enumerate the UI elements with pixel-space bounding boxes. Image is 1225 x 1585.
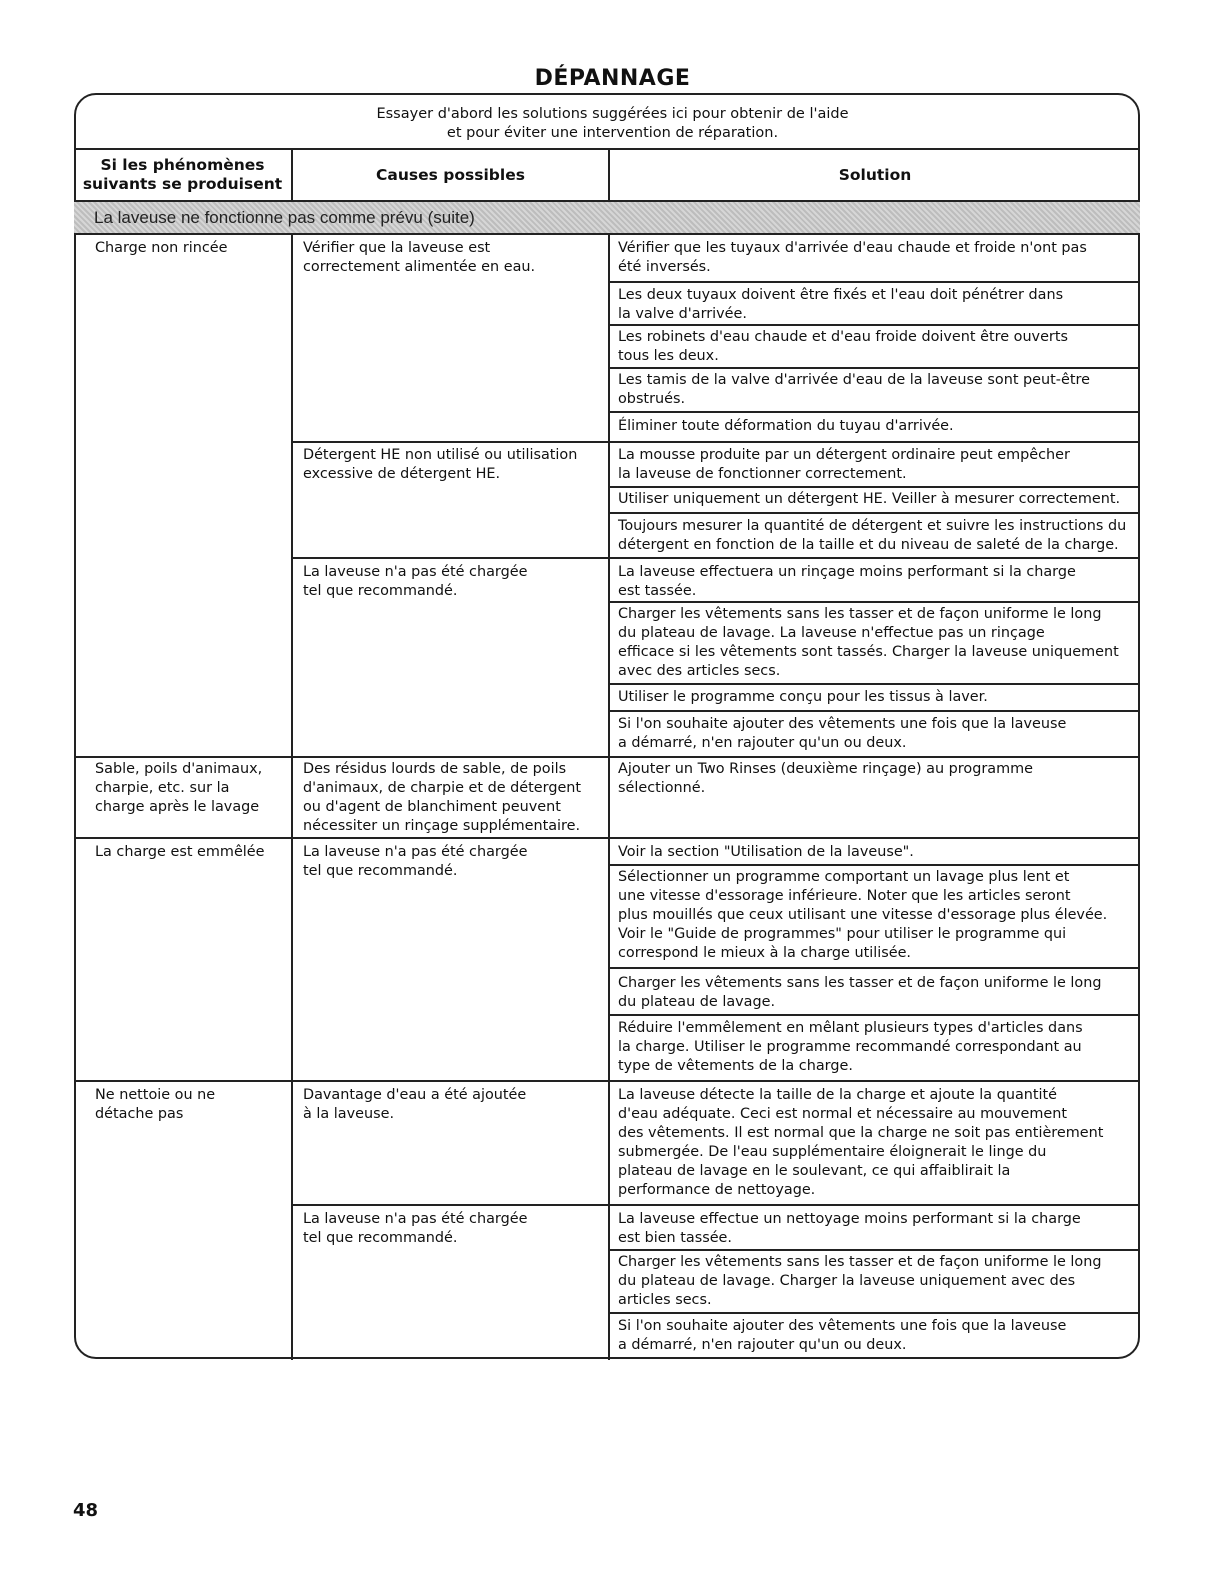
solution-rule <box>610 1312 1140 1314</box>
cause-line: nécessiter un rinçage supplémentaire. <box>303 818 581 834</box>
solution-cell <box>610 490 1140 509</box>
symptom-line: Charge non rincée <box>95 240 228 256</box>
solution-line: obstrués. <box>618 391 686 407</box>
cause-line: La laveuse n'a pas été chargée <box>303 1211 528 1227</box>
solution-rule <box>610 281 1140 283</box>
solution-line: Vérifier que les tuyaux d'arrivée d'eau chaude et froide n'ont pas <box>618 240 1087 256</box>
solution-cell <box>610 868 1140 963</box>
solution-line: La mousse produite par un détergent ordinaire peut empêcher <box>618 447 1070 463</box>
solution-cell <box>610 1253 1140 1310</box>
symptom-cell <box>95 239 228 258</box>
solution-line: plus mouillés que ceux utilisant une vitesse d'essorage plus élevée. <box>618 907 1108 923</box>
solution-line: type de vêtements de la charge. <box>618 1058 853 1074</box>
solution-line: Voir le "Guide de programmes" pour utiliser le programme qui <box>618 926 1067 942</box>
solution-cell <box>610 1086 1140 1200</box>
solution-line: La laveuse effectue un nettoyage moins performant si la charge <box>618 1211 1081 1227</box>
solution-line: tous les deux. <box>618 348 719 364</box>
solution-line: Les tamis de la valve d'arrivée d'eau de la laveuse sont peut-être <box>618 372 1090 388</box>
symptom-cell <box>95 843 265 862</box>
solution-cell <box>610 760 1140 798</box>
solution-line: correspond le mieux à la charge utilisée. <box>618 945 912 961</box>
solution-line: du plateau de lavage. Charger la laveuse uniquement avec des <box>618 1273 1076 1289</box>
solution-line: été inversés. <box>618 259 711 275</box>
solution-cell <box>610 328 1140 366</box>
solution-line: est tassée. <box>618 583 697 599</box>
cause-line: tel que recommandé. <box>303 583 458 599</box>
solution-rule <box>610 1249 1140 1251</box>
symptom-cell <box>95 1086 215 1124</box>
header-solution: Solution <box>838 165 912 184</box>
cause-line: Détergent HE non utilisé ou utilisation <box>303 447 578 463</box>
symptom-line: Ne nettoie ou ne <box>95 1087 216 1103</box>
solution-line: Charger les vêtements sans les tasser et de façon uniforme le long <box>618 606 1102 622</box>
solution-line: avec des articles secs. <box>618 663 781 679</box>
cause-line: Vérifier que la laveuse est <box>303 240 491 256</box>
solution-line: Éliminer toute déformation du tuyau d'arrivée. <box>618 418 954 434</box>
row-rule <box>74 756 1140 758</box>
solution-rule <box>610 1014 1140 1016</box>
cause-cell <box>303 239 535 277</box>
page-title: DÉPANNAGE <box>534 66 691 91</box>
solution-rule <box>610 486 1140 488</box>
solution-line: a démarré, n'en rajouter qu'un ou deux. <box>618 735 907 751</box>
cause-cell <box>303 843 527 881</box>
solution-cell <box>610 446 1140 484</box>
row-rule <box>74 837 1140 839</box>
solution-line: performance de nettoyage. <box>618 1182 816 1198</box>
solution-rule <box>610 710 1140 712</box>
solution-cell <box>610 371 1140 409</box>
solution-cell <box>610 605 1140 681</box>
cause-rule <box>293 557 1140 559</box>
cause-line: Davantage d'eau a été ajoutée <box>303 1087 527 1103</box>
cause-line: tel que recommandé. <box>303 1230 458 1246</box>
cause-cell <box>303 760 581 836</box>
section-band <box>74 202 1140 234</box>
solution-line: du plateau de lavage. <box>618 994 776 1010</box>
header-cause: Causes possibles <box>376 165 525 184</box>
cause-line: d'animaux, de charpie et de détergent <box>303 780 582 796</box>
solution-line: La laveuse effectuera un rinçage moins performant si la charge <box>618 564 1076 580</box>
solution-cell <box>610 417 1140 436</box>
solution-rule <box>610 864 1140 866</box>
solution-line: Les deux tuyaux doivent être fixés et l'eau doit pénétrer dans <box>618 287 1064 303</box>
solution-line: Sélectionner un programme comportant un lavage plus lent et <box>618 869 1070 885</box>
solution-cell <box>610 517 1140 555</box>
solution-line: est bien tassée. <box>618 1230 732 1246</box>
cause-line: correctement alimentée en eau. <box>303 259 536 275</box>
intro-line: et pour éviter une intervention de réparation. <box>446 125 779 141</box>
header-symptom <box>74 150 291 200</box>
solution-line: Utiliser le programme conçu pour les tissus à laver. <box>618 689 988 705</box>
solution-rule <box>610 367 1140 369</box>
solution-cell <box>610 688 1140 707</box>
cause-cell <box>303 1086 526 1124</box>
solution-cell <box>610 286 1140 324</box>
solution-rule <box>610 601 1140 603</box>
solution-line: Ajouter un Two Rinses (deuxième rinçage) au programme <box>618 761 1033 777</box>
solution-line: Si l'on souhaite ajouter des vêtements une fois que la laveuse <box>618 716 1067 732</box>
solution-line: a démarré, n'en rajouter qu'un ou deux. <box>618 1337 907 1353</box>
solution-line: sélectionné. <box>618 780 706 796</box>
cause-line: à la laveuse. <box>303 1106 395 1122</box>
solution-line: articles secs. <box>618 1292 712 1308</box>
solution-line: La laveuse détecte la taille de la charge et ajoute la quantité <box>618 1087 1058 1103</box>
solution-line: Les robinets d'eau chaude et d'eau froide doivent être ouverts <box>618 329 1068 345</box>
solution-line: plateau de lavage en le soulevant, ce qui affaiblirait la <box>618 1163 1011 1179</box>
header-symptom-line: suivants se produisent <box>82 175 283 193</box>
solution-rule <box>610 512 1140 514</box>
section-title: La laveuse ne fonctionne pas comme prévu (suite) <box>94 208 475 227</box>
symptom-line: détache pas <box>95 1106 184 1122</box>
cause-line: excessive de détergent HE. <box>303 466 501 482</box>
solution-line: des vêtements. Il est normal que la charge ne soit pas entièrement <box>618 1125 1104 1141</box>
solution-line: Charger les vêtements sans les tasser et de façon uniforme le long <box>618 1254 1102 1270</box>
intro-text <box>0 105 1225 143</box>
solution-line: submergée. De l'eau supplémentaire éloignerait le linge du <box>618 1144 1047 1160</box>
solution-line: la charge. Utiliser le programme recommandé correspondant au <box>618 1039 1082 1055</box>
header-symptom-line: Si les phénomènes <box>100 156 265 174</box>
solution-line: efficace si les vêtements sont tassés. Charger la laveuse uniquement <box>618 644 1119 660</box>
column-divider <box>291 234 293 1360</box>
solution-cell <box>610 974 1140 1012</box>
symptom-line: charge après le lavage <box>95 799 260 815</box>
cause-line: ou d'agent de blanchiment peuvent <box>303 799 561 815</box>
cause-cell <box>303 446 577 484</box>
solution-rule <box>610 324 1140 326</box>
row-rule <box>74 1080 1140 1082</box>
intro-line: Essayer d'abord les solutions suggérées ici pour obtenir de l'aide <box>376 106 849 122</box>
cause-rule <box>293 441 1140 443</box>
solution-cell <box>610 1019 1140 1076</box>
cause-cell <box>303 563 527 601</box>
cause-line: La laveuse n'a pas été chargée <box>303 564 528 580</box>
solution-cell <box>610 843 1140 862</box>
symptom-line: La charge est emmêlée <box>95 844 265 860</box>
cause-cell <box>303 1210 527 1248</box>
symptom-line: Sable, poils d'animaux, <box>95 761 263 777</box>
solution-line: Utiliser uniquement un détergent HE. Veiller à mesurer correctement. <box>618 491 1121 507</box>
solution-line: Réduire l'emmêlement en mêlant plusieurs types d'articles dans <box>618 1020 1083 1036</box>
section-band-rule <box>74 233 1140 235</box>
solution-cell <box>610 563 1140 601</box>
solution-line: la laveuse de fonctionner correctement. <box>618 466 907 482</box>
solution-cell <box>610 1317 1140 1355</box>
page-number: 48 <box>73 1500 99 1521</box>
solution-line: Voir la section "Utilisation de la laveuse". <box>618 844 914 860</box>
solution-cell <box>610 715 1140 753</box>
solution-line: du plateau de lavage. La laveuse n'effectue pas un rinçage <box>618 625 1045 641</box>
solution-line: d'eau adéquate. Ceci est normal et nécessaire au mouvement <box>618 1106 1068 1122</box>
cause-line: Des résidus lourds de sable, de poils <box>303 761 567 777</box>
solution-line: Charger les vêtements sans les tasser et de façon uniforme le long <box>618 975 1102 991</box>
symptom-line: charpie, etc. sur la <box>95 780 230 796</box>
solution-line: la valve d'arrivée. <box>618 306 747 322</box>
solution-cell <box>610 239 1140 277</box>
cause-line: La laveuse n'a pas été chargée <box>303 844 528 860</box>
solution-line: une vitesse d'essorage inférieure. Noter que les articles seront <box>618 888 1071 904</box>
solution-cell <box>610 1210 1140 1248</box>
cause-rule <box>293 1204 1140 1206</box>
solution-rule <box>610 683 1140 685</box>
solution-rule <box>610 411 1140 413</box>
symptom-cell <box>95 760 262 817</box>
cause-line: tel que recommandé. <box>303 863 458 879</box>
solution-line: Toujours mesurer la quantité de détergent et suivre les instructions du <box>618 518 1127 534</box>
solution-line: Si l'on souhaite ajouter des vêtements une fois que la laveuse <box>618 1318 1067 1334</box>
solution-line: détergent en fonction de la taille et du niveau de saleté de la charge. <box>618 537 1119 553</box>
solution-rule <box>610 967 1140 969</box>
